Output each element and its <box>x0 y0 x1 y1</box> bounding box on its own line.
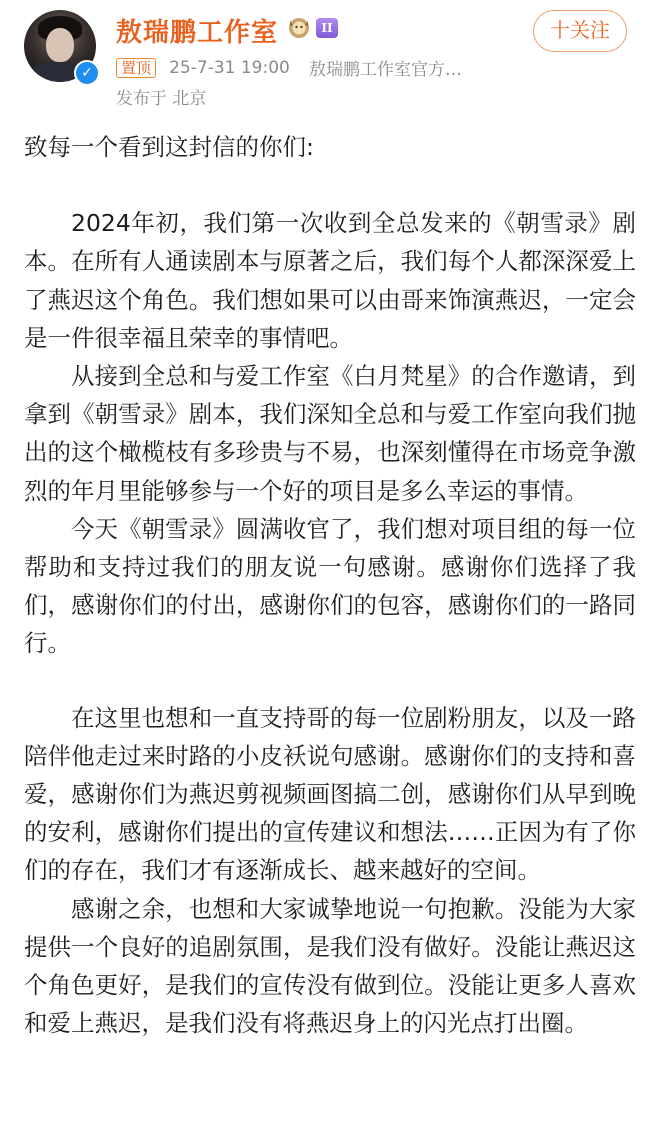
letter-paragraph: 在这里也想和一直支持哥的每一位剧粉朋友，以及一路陪伴他走过来时路的小皮袄说句感谢。感谢你们的支持和喜爱，感谢你们为燕迟剪视频画图搞二创，感谢你们从早到晚的安利，感谢你们提出的宣传建议和想法……正因为有了你们的存在，我们才有逐渐成长、越来越好的空间。 <box>24 703 636 885</box>
letter-paragraph: 2024年初，我们第一次收到全总发来的《朝雪录》剧本。在所有人通读剧本与原著之后，我们每个人都深深爱上了燕迟这个角色。我们想如果可以由哥来饰演燕迟，一定会是一件很幸福且荣幸的事情吧。 <box>24 209 636 352</box>
pinned-badge: 置顶 <box>116 58 156 78</box>
letter-greeting: 致每一个看到这封信的你们: <box>24 133 314 161</box>
post-time: 25-7-31 19:00 <box>169 57 290 78</box>
post-location: 发布于 北京 <box>116 89 207 109</box>
author-name[interactable]: 敖瑞鹏工作室 <box>116 18 279 48</box>
level-badge: II <box>316 18 338 38</box>
avatar-face <box>46 28 74 62</box>
post-content <box>24 128 636 1042</box>
vip-icon <box>284 16 314 40</box>
follow-button[interactable]: 十关注 <box>533 10 627 52</box>
verified-icon: ✓ <box>74 60 100 86</box>
post-header <box>0 0 650 120</box>
letter-paragraph: 从接到全总和与爱工作室《白月梵星》的合作邀请，到拿到《朝雪录》剧本，我们深知全总和与爱工作室向我们抛出的这个橄榄枝有多珍贵与不易，也深刻懂得在市场竞争激烈的年月里能够参与一个好的项目是多么幸运的事情。 <box>24 362 636 505</box>
letter-paragraph: 感谢之余，也想和大家诚挚地说一句抱歉。没能为大家提供一个良好的追剧氛围，是我们没有做好。没能让燕迟这个角色更好，是我们的宣传没有做到位。没能让更多人喜欢和爱上燕迟，是我们没有将燕迟身上的闪光点打出圈。 <box>24 894 636 1038</box>
post-source[interactable]: 敖瑞鹏工作室官方… <box>308 60 462 80</box>
letter-paragraph: 今天《朝雪录》圆满收官了，我们想对项目组的每一位帮助和支持过我们的朋友说一句感谢。感谢你们选择了我们，感谢你们的付出，感谢你们的包容，感谢你们的一路同行。 <box>24 514 636 658</box>
post-meta <box>116 55 462 79</box>
